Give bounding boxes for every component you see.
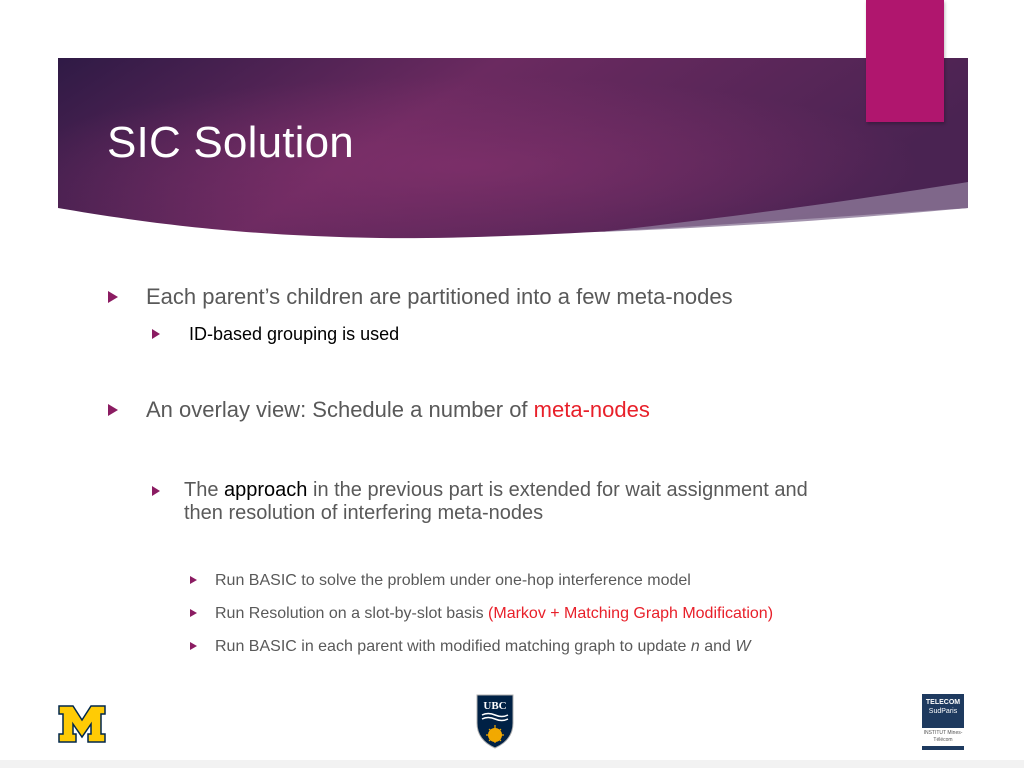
bullet-text-prefix: An overlay view: Schedule a number of — [146, 397, 534, 422]
accent-tab — [866, 0, 944, 122]
bullet-arrow-icon — [108, 404, 118, 416]
bullet-arrow-icon — [190, 642, 197, 650]
bullet-text — [146, 396, 650, 424]
var-n: n — [690, 638, 700, 655]
bullet-text-prefix: Run BASIC in each parent with modified matching graph to update — [215, 638, 691, 655]
ubc-crest-icon — [474, 693, 516, 749]
bullet-arrow-icon — [190, 576, 197, 584]
sub-sub-bullet-run-resolution — [190, 603, 773, 625]
bullet-text-line2: then resolution of interfering meta-nodes — [184, 502, 544, 524]
ubc-logo — [474, 693, 516, 749]
bullet-arrow-icon — [190, 609, 197, 617]
sub-sub-bullet-run-basic — [190, 570, 691, 592]
highlight-approach: approach — [224, 479, 308, 501]
sub-sub-bullet-run-basic-parent — [190, 636, 750, 658]
bullet-text-and: and — [699, 638, 736, 655]
footer-divider — [0, 760, 1024, 768]
telecom-institut: INSTITUT Mines-Télécom — [922, 728, 964, 746]
highlight-meta-nodes: meta-nodes — [533, 397, 650, 422]
bullet-overlay-view — [108, 396, 650, 424]
telecom-sudparis-logo — [922, 694, 964, 750]
michigan-logo — [58, 705, 106, 748]
bullet-text — [215, 603, 773, 625]
bullet-text — [215, 636, 750, 658]
bullet-arrow-icon — [152, 329, 160, 339]
bullet-text-prefix: Run Resolution on a slot-by-slot basis — [215, 605, 489, 622]
sub-bullet-id-grouping — [152, 323, 399, 345]
bullet-text — [184, 479, 808, 525]
bullet-text-line1: in the previous part is extended for wait assignment and — [307, 479, 808, 501]
michigan-m-icon — [58, 705, 106, 743]
var-w: W — [735, 638, 751, 655]
sub-bullet-approach — [152, 479, 932, 525]
bullet-text-prefix: The — [184, 479, 225, 501]
telecom-line2: SudParis — [928, 708, 958, 715]
highlight-markov: (Markov + Matching Graph Modification) — [488, 605, 774, 622]
page-title: SIC Solution — [107, 118, 354, 167]
bullet-text: Each parent’s children are partitioned into a few meta-nodes — [146, 284, 733, 309]
bullet-text: Run BASIC to solve the problem under one-hop interference model — [215, 572, 691, 589]
bullet-text: ID-based grouping is used — [189, 324, 400, 344]
bullet-arrow-icon — [152, 486, 160, 496]
bullet-arrow-icon — [108, 291, 118, 303]
ubc-text: UBC — [483, 700, 507, 712]
bullet-partitioning — [108, 283, 733, 311]
telecom-line1: TELECOM — [925, 699, 961, 706]
